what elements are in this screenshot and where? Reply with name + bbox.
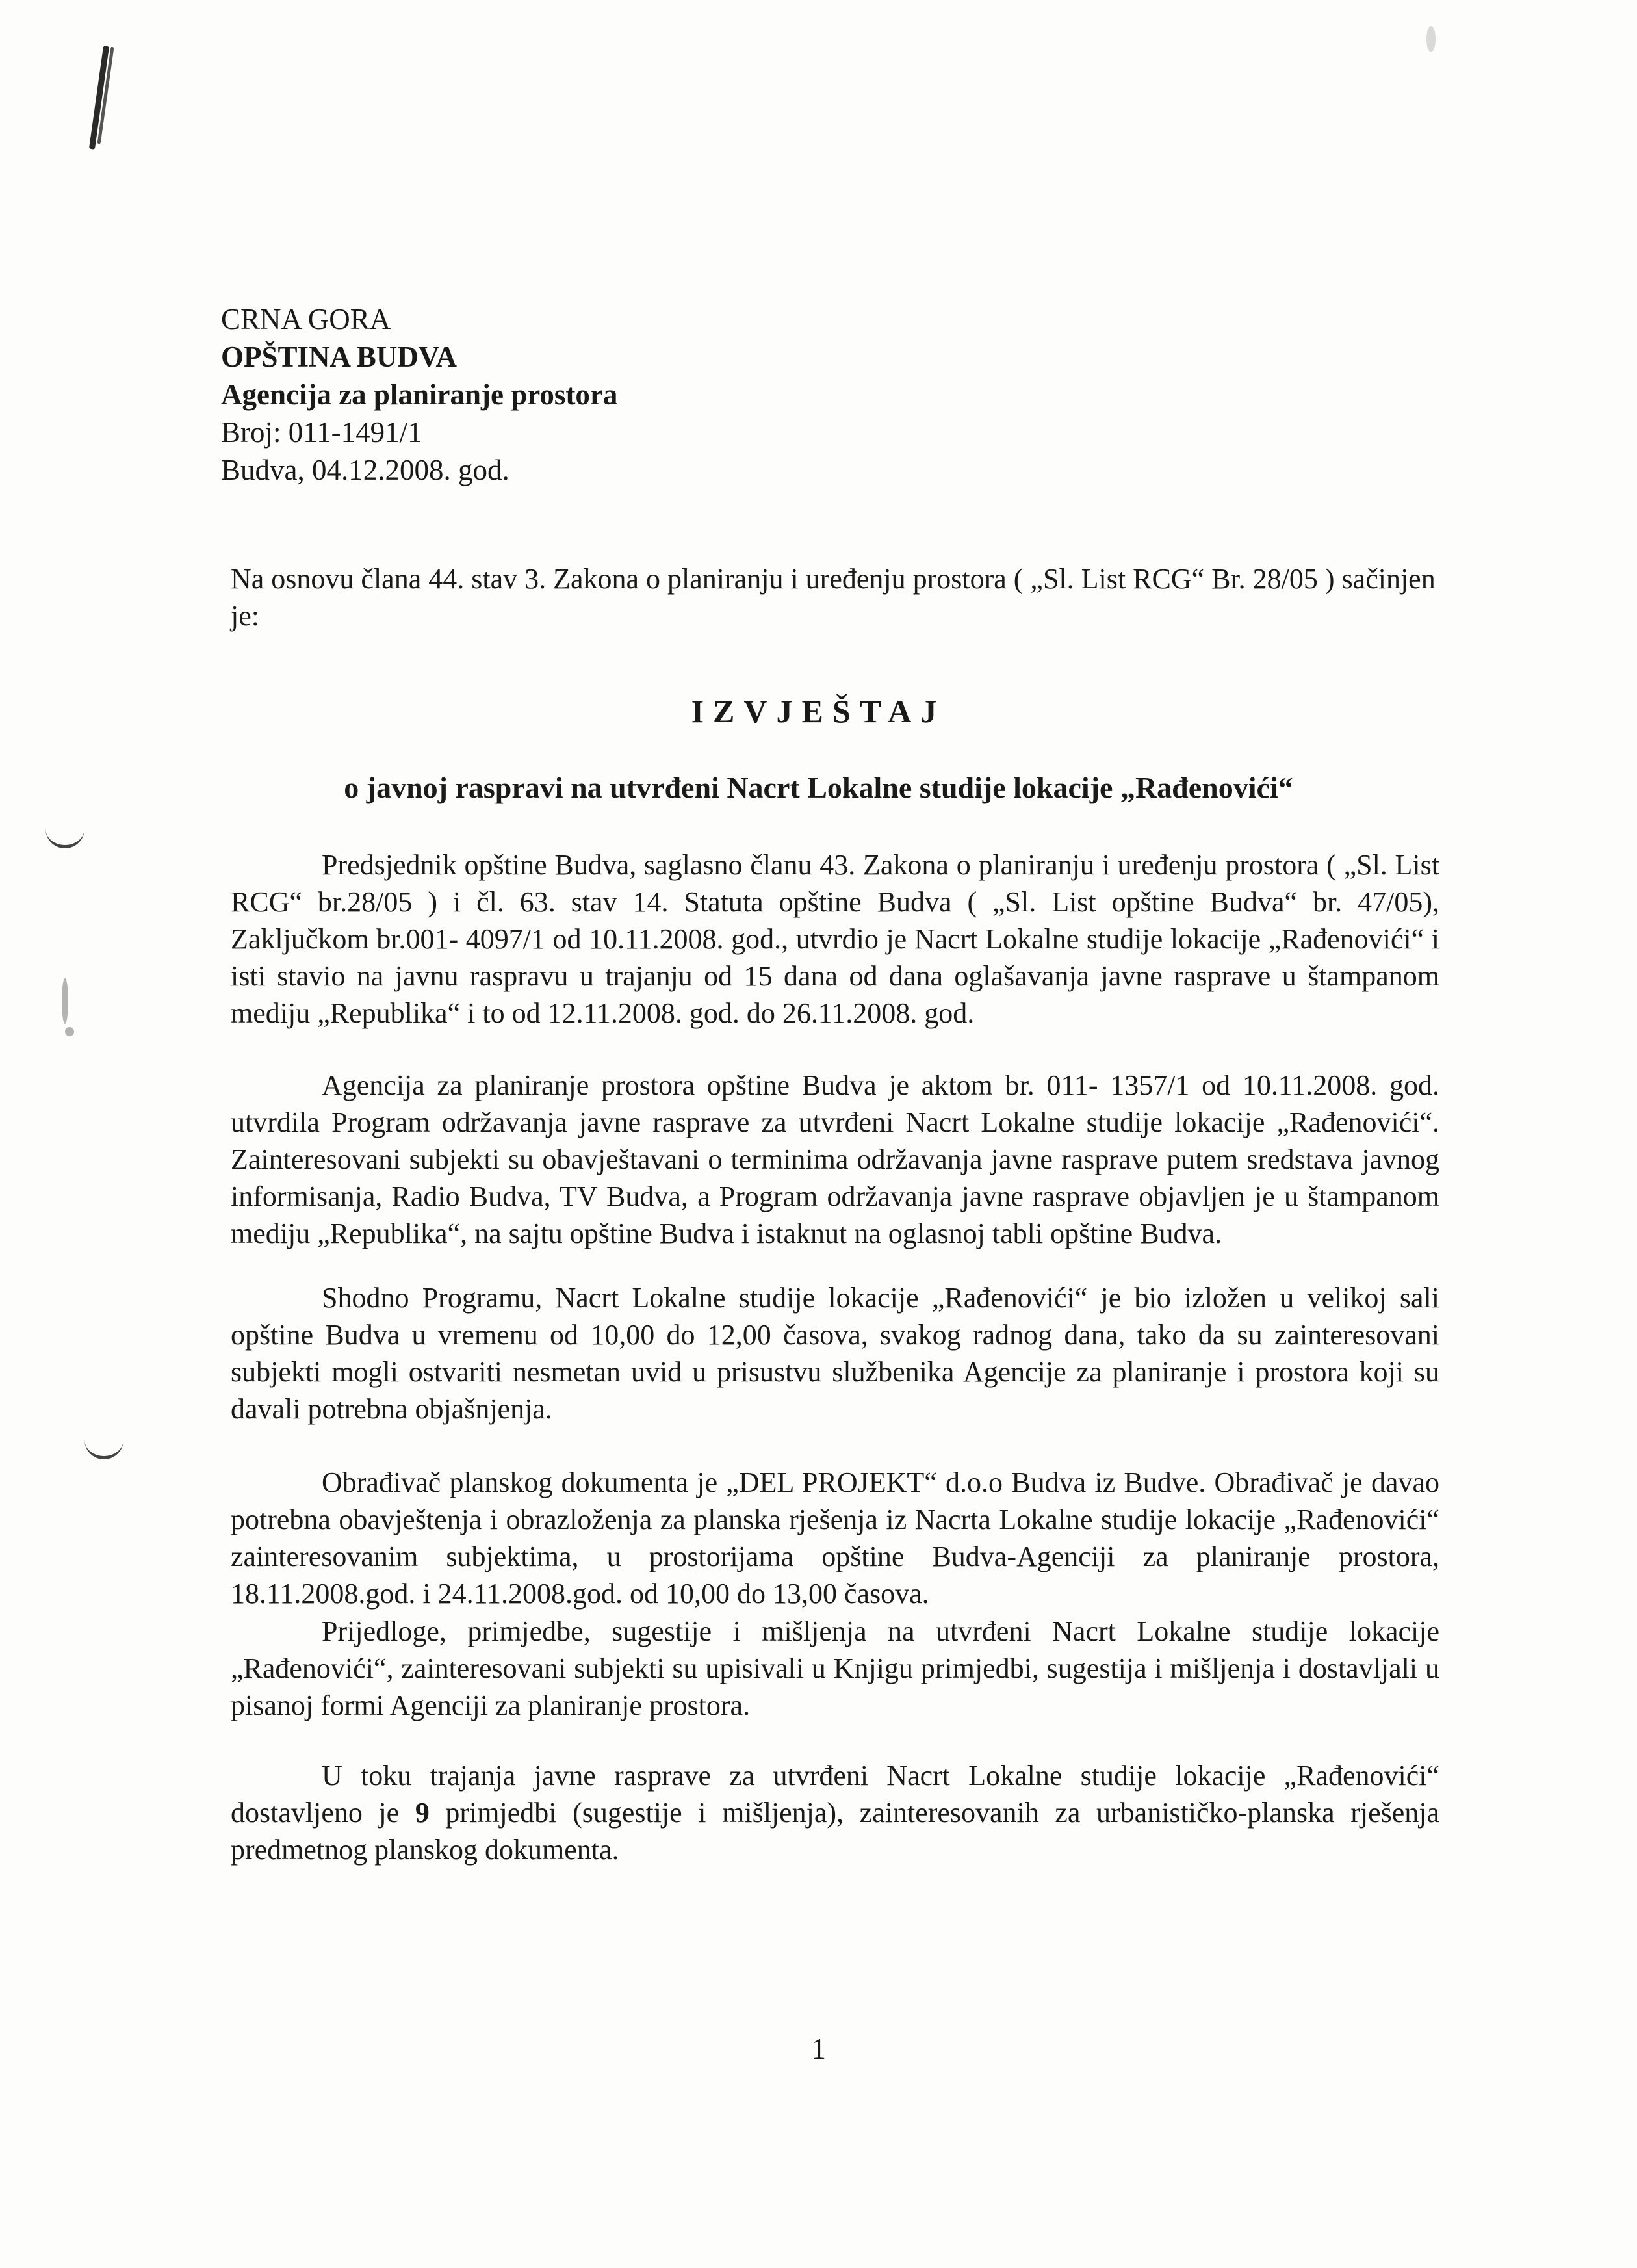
country-line: CRNA GORA bbox=[221, 303, 391, 335]
paragraph-6: U toku trajanja javne rasprave za utvrđeni Nacrt Lokalne studije lokacije „Rađenovići“ dostavljeno je 9 primjedbi (sugestije i mišljenja), zainteresovanih za urbanističko-planska rješenja predmetnog planskog dokumenta. bbox=[231, 1760, 1440, 1866]
letterhead bbox=[221, 300, 617, 489]
paragraph-3: Shodno Programu, Nacrt Lokalne studije lokacije „Rađenovići“ je bio izložen u velikoj sali opštine Budva u vremenu od 10,00 do 12,00 časova, svakog radnog dana, tako da su zainteresovani subjekti mogli ostvariti nesmetan uvid u prisustvu službenika Agencije za planiranje i prostora koji su davali potrebna objašnjenja. bbox=[231, 1282, 1439, 1425]
scan-mark bbox=[45, 826, 84, 848]
document-title: IZVJEŠTAJ bbox=[691, 693, 946, 729]
scan-mark bbox=[62, 978, 68, 1024]
paragraph-2: Agencija za planiranje prostora opštine Budva je aktom br. 011- 1357/1 od 10.11.2008. god. utvrdila Program održavanja javne rasprave za utvrđeni Nacrt Lokalne studije lokacije „Rađenovići“. Zainteresovani subjekti su obavještavani o terminima održavanja javne rasprave putem sredstava javnog informisanja, Radio Budva, TV Budva, a Program održavanja javne rasprave objavljen je u štampanom mediju „Republika“, na sajtu opštine Budva i istaknut na oglasnoj tabli opštine Budva. bbox=[231, 1069, 1439, 1249]
municipality-line: OPŠTINA BUDVA bbox=[221, 341, 458, 373]
remarks-count: 9 bbox=[415, 1797, 430, 1829]
intro-paragraph: Na osnovu člana 44. stav 3. Zakona o planiranju i uređenju prostora ( „Sl. List RCG“ Br. 28/05 ) sačinjen je: bbox=[231, 563, 1436, 632]
page-number: 1 bbox=[811, 2032, 826, 2065]
scan-mark bbox=[65, 1027, 74, 1036]
paragraph-5: Prijedloge, primjedbe, sugestije i mišljenja na utvrđeni Nacrt Lokalne studije lokacije „Rađenovići“, zainteresovani subjekti su upisivali u Knjigu primjedbi, sugestija i mišljenja i dostavljali u pisanoj formi Agenciji za planiranje prostora. bbox=[231, 1615, 1439, 1721]
document-number: Broj: 011-1491/1 bbox=[221, 416, 422, 449]
scan-mark bbox=[84, 1437, 123, 1459]
paragraph-4: Obrađivač planskog dokumenta je „DEL PROJEKT“ d.o.o Budva iz Budve. Obrađivač je davao potrebna obavještenja i obrazloženja za planska rješenja iz Nacrta Lokalne studije lokacije „Rađenovići“ zainteresovanim subjektima, u prostorijama opštine Budva-Agenciji za planiranje prostora, 18.11.2008.god. i 24.11.2008.god. od 10,00 do 13,00 časova. bbox=[231, 1466, 1439, 1610]
agency-line: Agencija za planiranje prostora bbox=[221, 378, 618, 411]
place-date: Budva, 04.12.2008. god. bbox=[221, 454, 509, 486]
paragraph-1: Predsjednik opštine Budva, saglasno članu 43. Zakona o planiranju i uređenju prostora ( „Sl. List RCG“ br.28/05 ) i čl. 63. stav 14. Statuta opštine Budva ( „Sl. List opštine Budva“ br. 47/05), Zaključkom br.001- 4097/1 od 10.11.2008. god., utvrdio je Nacrt Lokalne studije lokacije „Rađenovići“ i isti stavio na javnu raspravu u trajanju od 15 dana od dana oglašavanja javne rasprave u štampanom mediju „Republika“ i to od 12.11.2008. god. do 26.11.2008. god. bbox=[231, 849, 1439, 1029]
document-subtitle: o javnoj raspravi na utvrđeni Nacrt Lokalne studije lokacije „Rađenovići“ bbox=[344, 771, 1293, 804]
scan-mark bbox=[1426, 26, 1436, 52]
